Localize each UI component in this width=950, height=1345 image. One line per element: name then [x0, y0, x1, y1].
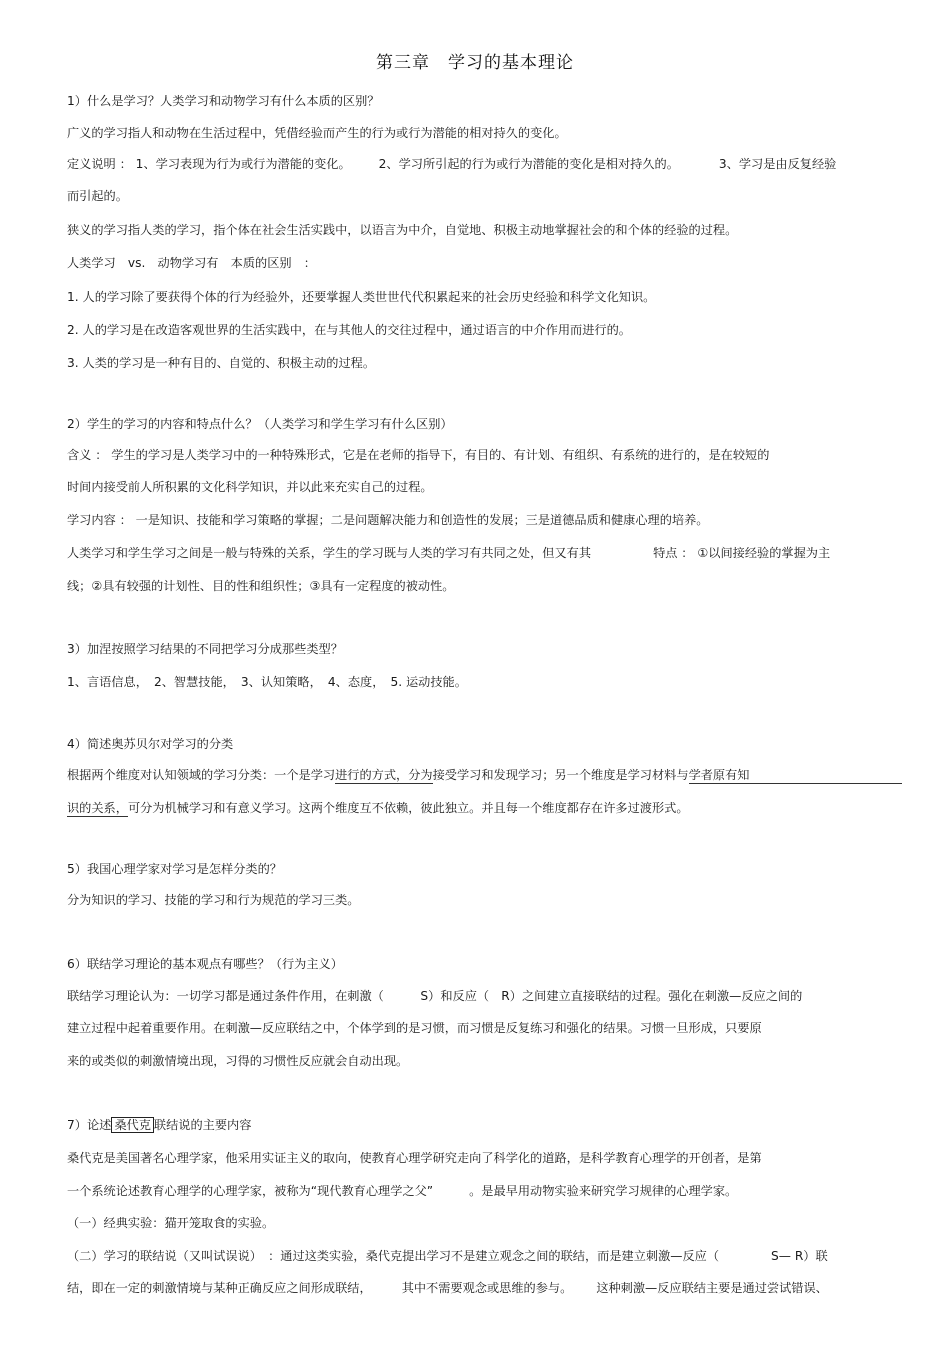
answer-3: 1、言语信息， 2、智慧技能， 3、认知策略， 4、态度， 5. 运动技能。 [67, 675, 467, 689]
answer-4-part-2: 接受学习和发现学习；另一个维度是学习材料与 [432, 768, 689, 782]
connection-theory-a: （二）学习的联结说（又叫试误说） ：通过这类实验，桑代克提出学习不是建立观念之间的联结，而是建立刺激—反应（ [67, 1249, 720, 1263]
connection-theory-cont-b: 其中不需要观念或思维的参与。 [401, 1281, 573, 1295]
answer-6-line-3: 来的或类似的刺激情境出现，习得的习惯性反应就会自动出现。 [67, 1054, 409, 1068]
connection-theory-cont-a: 结，即在一定的刺激情境与某种正确反应之间形成联结， [67, 1281, 372, 1295]
answer-4 [67, 767, 902, 784]
answer-4-part-1: 根据两个维度对认知领域的学习分类：一个是学习 [67, 768, 336, 782]
classic-experiment: （一）经典实验：猫开笼取食的实验。 [67, 1216, 275, 1230]
answer-4-part-3: 可分为机械学习和有意义学习。这两个维度互不依赖，彼此独立。并且每一个维度都存在许多过渡形式。 [127, 801, 689, 815]
question-1: 1）什么是学习？人类学习和动物学习有什么本质的区别？ [67, 94, 380, 108]
definition-note-2: 2、学习所引起的行为或行为潜能的变化是相对持久的。 [378, 157, 679, 171]
question-6: 6）联结学习理论的基本观点有哪些？（行为主义） [67, 957, 343, 971]
answer-4-underlined-3: 识的关系， [67, 801, 128, 815]
underline-rule [750, 771, 902, 784]
answer-4-underlined-2: 学者原有知 [688, 768, 750, 782]
relation-text-cont: 线；②具有较强的计划性、目的性和组织性；③具有一定程度的被动性。 [67, 579, 455, 593]
definition-note-3: 3、学习是由反复经验 [718, 157, 837, 171]
difference-point-2: 2. 人的学习是在改造客观世界的生活实践中，在与其他人的交往过程中，通过语言的中介作用而进行的。 [67, 323, 631, 337]
answer-7-line-2-b: 。是最早用动物实验来研究学习规律的心理学家。 [469, 1184, 738, 1198]
answer-4-underlined-1: 进行的方式，分为 [335, 768, 433, 782]
relation-text [67, 545, 830, 561]
question-4: 4）简述奥苏贝尔对学习的分类 [67, 737, 234, 751]
difference-point-3: 3. 人类的学习是一种有目的、自觉的、积极主动的过程。 [67, 356, 376, 370]
question-7-suffix: 联结说的主要内容 [153, 1118, 252, 1132]
answer-6-line-1: 联结学习理论认为：一切学习都是通过条件作用，在刺激（ S）和反应（ R）之间建立直接联结的过程。强化在刺激—反应之间的 [67, 989, 803, 1003]
narrow-definition: 狭义的学习指人类的学习，指个体在社会生活实践中，以语言为中介，自觉地、积极主动地掌握社会的和个体的经验的过程。 [67, 223, 738, 237]
broad-definition: 广义的学习指人和动物在生活过程中，凭借经验而产生的行为或行为潜能的相对持久的变化。 [67, 126, 567, 140]
question-2: 2）学生的学习的内容和特点什么？（人类学习和学生学习有什么区别） [67, 417, 453, 431]
student-learning-meaning-cont: 时间内接受前人所积累的文化科学知识，并以此来充实自己的过程。 [67, 480, 433, 494]
question-7-boxed-name: 桑代克 [111, 1117, 154, 1133]
connection-theory-cont [67, 1280, 828, 1296]
answer-7-line-2 [67, 1183, 737, 1199]
question-7-prefix: 7）论述 [67, 1118, 112, 1132]
definition-note-3-cont: 而引起的。 [67, 189, 128, 203]
connection-theory-cont-c: 这种刺激—反应联结主要是通过尝试错误、 [596, 1281, 828, 1295]
answer-7-line-1: 桑代克是美国著名心理学家，他采用实证主义的取向，使教育心理学研究走向了科学化的道路，是科学教育心理学的开创者，是第 [67, 1151, 762, 1165]
question-7 [67, 1117, 251, 1133]
definition-notes [67, 156, 836, 172]
chapter-title: 第三章 学习的基本理论 [376, 53, 574, 73]
question-3: 3）加涅按照学习结果的不同把学习分成那些类型？ [67, 642, 343, 656]
relation-text-a: 人类学习和学生学习之间是一般与特殊的关系，学生的学习既与人类的学习有共同之处，但又有其 [67, 546, 592, 560]
question-5: 5）我国心理学家对学习是怎样分类的？ [67, 862, 282, 876]
connection-theory [67, 1248, 828, 1264]
answer-7-line-2-a: 一个系统论述教育心理学的心理学家，被称为“现代教育心理学之父” [67, 1184, 434, 1198]
answer-5: 分为知识的学习、技能的学习和行为规范的学习三类。 [67, 893, 360, 907]
difference-point-1: 1. 人的学习除了要获得个体的行为经验外，还要掌握人类世世代代积累起来的社会历史经验和科学文化知识。 [67, 290, 656, 304]
relation-text-b: 特点 ： ①以间接经验的掌握为主 [653, 546, 831, 560]
learning-content: 学习内容 ： 一是知识、技能和学习策略的掌握；二是问题解决能力和创造性的发展；三是道德品质和健康心理的培养。 [67, 513, 709, 527]
answer-4-cont [67, 800, 689, 816]
definition-note-1: 定义说明 ： 1、学习表现为行为或行为潜能的变化。 [67, 157, 351, 171]
connection-theory-b: S— R）联 [771, 1249, 828, 1263]
answer-6-line-2: 建立过程中起着重要作用。在刺激—反应联结之中，个体学到的是习惯，而习惯是反复练习和强化的结果。习惯一旦形成，只要原 [67, 1021, 762, 1035]
comparison-heading: 人类学习 vs. 动物学习有 本质的区别 ： [67, 256, 316, 270]
student-learning-meaning: 含义 ： 学生的学习是人类学习中的一种特殊形式，它是在老师的指导下，有目的、有计划、有组织、有系统的进行的，是在较短的 [67, 448, 770, 462]
